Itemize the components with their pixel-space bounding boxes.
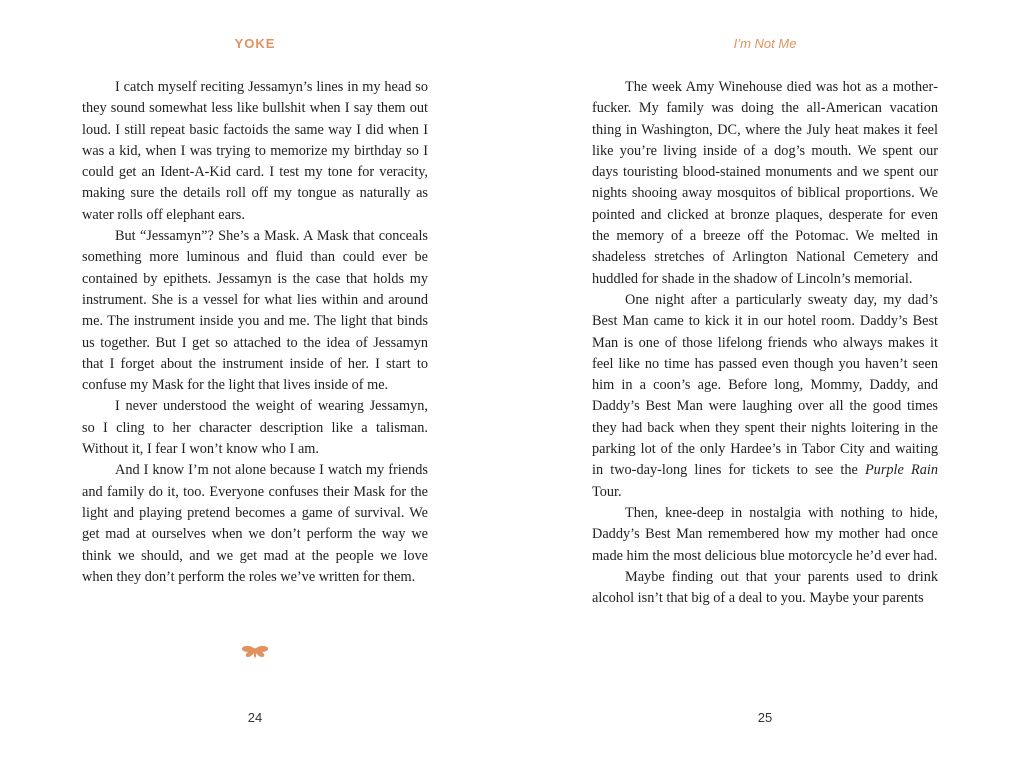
paragraph: Then, knee-deep in nostalgia with nothing to hide, Daddy’s Best Man remembered how my mother had once made him the most delicious blue motorcycle he’d ever had. (592, 504, 938, 564)
left-page-body (82, 77, 428, 588)
moth-icon (241, 645, 269, 661)
paragraph: But “Jessamyn”? She’s a Mask. A Mask that conceals something more luminous and fluid than could ever be contained by epithets. Jessamyn is the case that holds my instrument. She is a vessel for what lies within and around me. The instrument inside you and me. The light that binds us together. But I get so attached to the idea of Jessamyn that I forget about the instrument inside of her. I start to confuse my Mask for the light that lives inside of me. (82, 228, 428, 394)
page-number-right: 25 (757, 710, 773, 725)
paragraph: I never understood the weight of wearing Jessamyn, so I cling to her character description like a talisman. Without it, I fear I won’t know who I am. (82, 398, 428, 458)
right-page (510, 0, 1020, 765)
running-head-right: I’m Not Me (733, 36, 797, 51)
paragraph: I catch myself reciting Jessamyn’s lines in my head so they sound somewhat less like bullshit when I say them out loud. I still repeat basic factoids the same way I did when I was a kid, when I was trying to memorize my birthday so I could get an Ident-A-Kid card. I test my tone for veracity, making sure the details roll off my tongue as naturally as water rolls off elephant ears. (82, 79, 428, 223)
running-head-left: YOKE (234, 36, 276, 51)
paragraph: And I know I’m not alone because I watch my friends and family do it, too. Everyone confuses their Mask for the light and playing pretend becomes a game of survival. We get mad at ourselves when we don’t perform the way we think we should, and we get mad at the people we love when they don’t perform the roles we’ve written for them. (82, 462, 428, 585)
paragraph-text: Tour. (592, 483, 622, 500)
page-number-left: 24 (247, 710, 263, 725)
right-page-body (592, 77, 938, 609)
paragraph: The week Amy Winehouse died was hot as a motherfucker. My family was doing the all-American vacation thing in Washington, DC, where the July heat makes it feel like you’re living inside of a dog’s mouth. We spent our days touristing blood-stained monuments and we spent our nights shooing away mosquitos of biblical proportions. We pointed and clicked at bronze plaques, desperate for even the memory of a breeze off the Potomac. We melted in shadeless stretches of Arlington National Cemetery and huddled for shade in the shadow of Lincoln’s memorial. (592, 79, 938, 287)
paragraph: Maybe finding out that your parents used to drink alcohol isn’t that big of a deal to you. Maybe your parents (592, 568, 938, 607)
paragraph-text: One night after a particularly sweaty day, my dad’s Best Man came to kick it in our hotel room. Daddy’s Best Man is one of those lifelong friends who always makes it feel like no time has passed even though you haven’t seen him in a coon’s age. Before long, Mommy, Daddy, and Daddy’s Best Man were laughing over all the good times they had back when they spent their nights loitering in the parking lot of the only Hardee’s in Tabor City and waiting in two-day-long lines for tickets to see the (592, 291, 938, 479)
paragraph (592, 290, 938, 503)
album-title: Purple Rain (864, 462, 938, 479)
